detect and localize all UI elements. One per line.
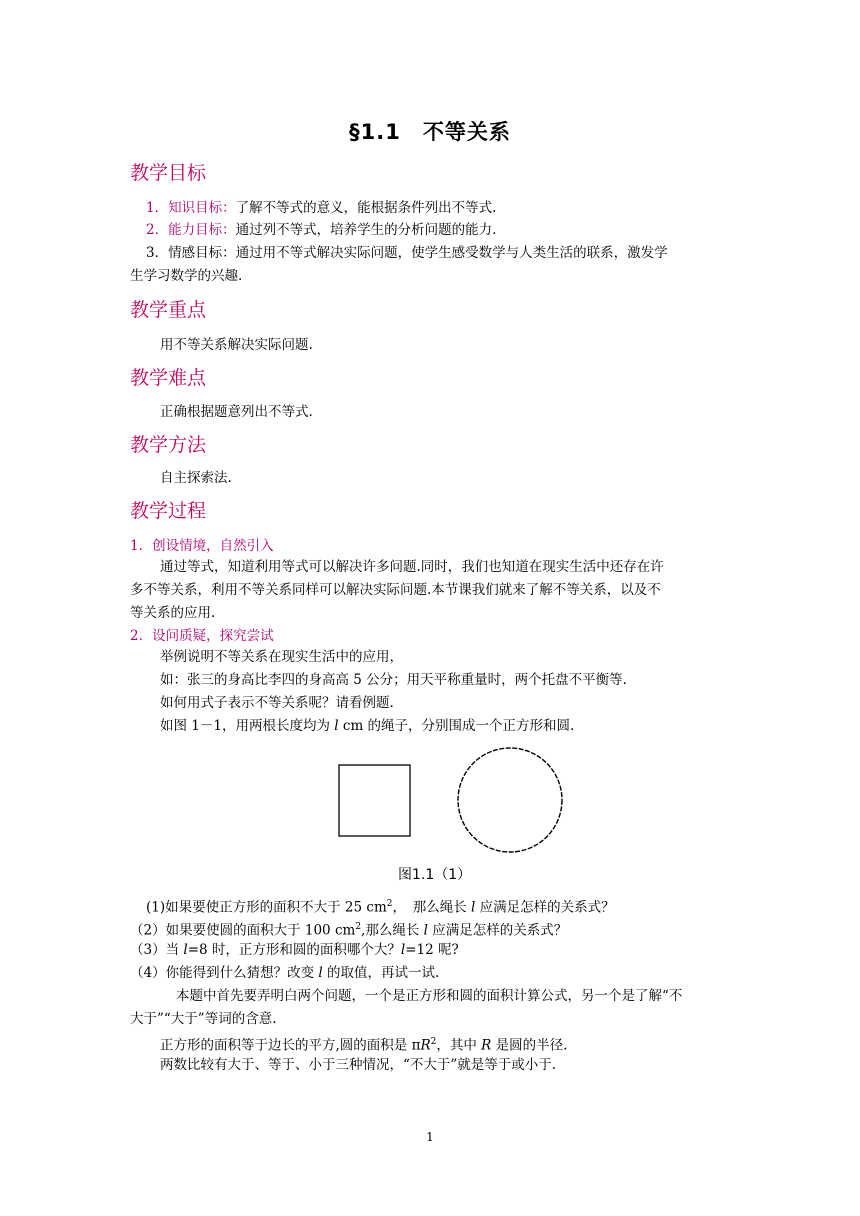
- heading-key-points: 教学重点: [130, 299, 207, 321]
- goal-label-2: 2．能力目标：: [146, 222, 236, 238]
- goal-label-3: 3．情感目标：: [146, 245, 236, 261]
- figure-intro-b: cm 的绳子，分别围成一个正方形和圆.: [338, 718, 575, 734]
- analysis-line-1: 本题中首先要弄明白两个问题，一个是正方形和圆的面积计算公式，另一个是了解“不: [176, 988, 683, 1004]
- q4-b: 的取值，再试一试.: [322, 965, 440, 981]
- step2-line-2: 如：张三的身高比李四的身高高 5 公分；用天平称重量时，两个托盘不平衡等.: [160, 672, 627, 688]
- square-shape: [339, 765, 410, 836]
- q1-sup: 2: [386, 899, 393, 909]
- difficulties-text: 正确根据题意列出不等式.: [160, 404, 313, 420]
- q2-a: （2）如果要使圆的面积大于 100 cm: [130, 922, 356, 939]
- heading-process: 教学过程: [130, 500, 207, 522]
- variable-l: l: [334, 718, 339, 734]
- q4-a: （4）你能得到什么猜想？改变: [130, 965, 319, 981]
- goal-text-3: 通过用不等式解决实际问题，使学生感受数学与人类生活的联系，激发学: [235, 245, 668, 261]
- analysis-3-b: ，其中: [436, 1037, 482, 1054]
- q2-b: ,那么绳长: [361, 922, 424, 939]
- step1-line-1: 通过等式，知道利用等式可以解决许多问题.同时，我们也知道在现实生活中还存在许: [160, 559, 664, 575]
- key-points-text: 用不等关系解决实际问题.: [160, 337, 313, 353]
- step1-label: 1．创设情境，自然引入: [130, 538, 274, 554]
- goal-text-2: 通过列不等式，培养学生的分析问题的能力.: [235, 222, 497, 238]
- goal-text-1: 了解不等式的意义，能根据条件列出不等式.: [235, 200, 497, 216]
- q1-var: l: [471, 899, 476, 916]
- analysis-3-a: 正方形的面积等于边长的平方,圆的面积是 π: [160, 1037, 421, 1054]
- q3-a: （3）当: [130, 942, 184, 958]
- q2-sup: 2: [355, 922, 362, 932]
- question-3: [130, 941, 459, 959]
- question-2: [130, 918, 567, 940]
- heading-goals: 教学目标: [130, 162, 207, 184]
- question-1: [146, 895, 615, 917]
- goal-label-1: 1．知识目标：: [146, 200, 236, 216]
- analysis-3-var2: R: [481, 1037, 492, 1054]
- method-text: 自主探索法.: [160, 470, 232, 486]
- q3-b: =8 时，正方形和圆的面积哪个大？: [187, 942, 401, 958]
- step1-line-2: 多不等关系，利用不等关系同样可以解决实际问题.本节课我们就来了解不等关系，以及不: [130, 582, 661, 598]
- analysis-3-sup: 2: [430, 1037, 437, 1047]
- analysis-3-c: 是圆的半径.: [491, 1037, 568, 1054]
- q3-var2: l: [400, 942, 406, 958]
- heading-method: 教学方法: [130, 434, 207, 456]
- q1-b: ， 那么绳长: [392, 899, 472, 916]
- step2-label: 2．设问质疑，探究尝试: [130, 628, 274, 644]
- figure-intro-a: 如图 1－1，用两根长度均为: [160, 718, 335, 734]
- page-title: §1.1 不等关系: [349, 120, 511, 144]
- figure-caption: 图1.1（1）: [398, 867, 472, 883]
- q2-var: l: [423, 922, 428, 939]
- q1-a: (1)如果要使正方形的面积不大于 25 cm: [146, 899, 387, 916]
- page-number: 1: [426, 1130, 434, 1144]
- step2-line-1: 举例说明不等关系在现实生活中的应用，: [160, 649, 403, 665]
- q3-c: =12 呢?: [405, 942, 459, 958]
- q1-c: 应满足怎样的关系式？: [475, 899, 615, 916]
- step1-line-3: 等关系的应用.: [130, 605, 216, 621]
- q4-var: l: [318, 965, 323, 981]
- analysis-line-3: [160, 1033, 567, 1055]
- goal-text-3-cont: 生学习数学的兴趣.: [130, 268, 243, 284]
- analysis-line-2: 大于”“大于”等词的含意.: [130, 1011, 277, 1027]
- circle-shape: [458, 748, 562, 852]
- analysis-3-var: R: [420, 1037, 431, 1054]
- q3-var1: l: [183, 942, 188, 958]
- q2-c: 应满足怎样的关系式？: [427, 922, 568, 939]
- step2-line-3: 如何用式子表示不等关系呢？请看例题.: [160, 695, 394, 711]
- question-4: [130, 964, 439, 982]
- heading-difficulties: 教学难点: [130, 367, 207, 389]
- analysis-line-4: 两数比较有大于、等于、小于三种情况，“不大于”就是等于或小于.: [160, 1057, 557, 1073]
